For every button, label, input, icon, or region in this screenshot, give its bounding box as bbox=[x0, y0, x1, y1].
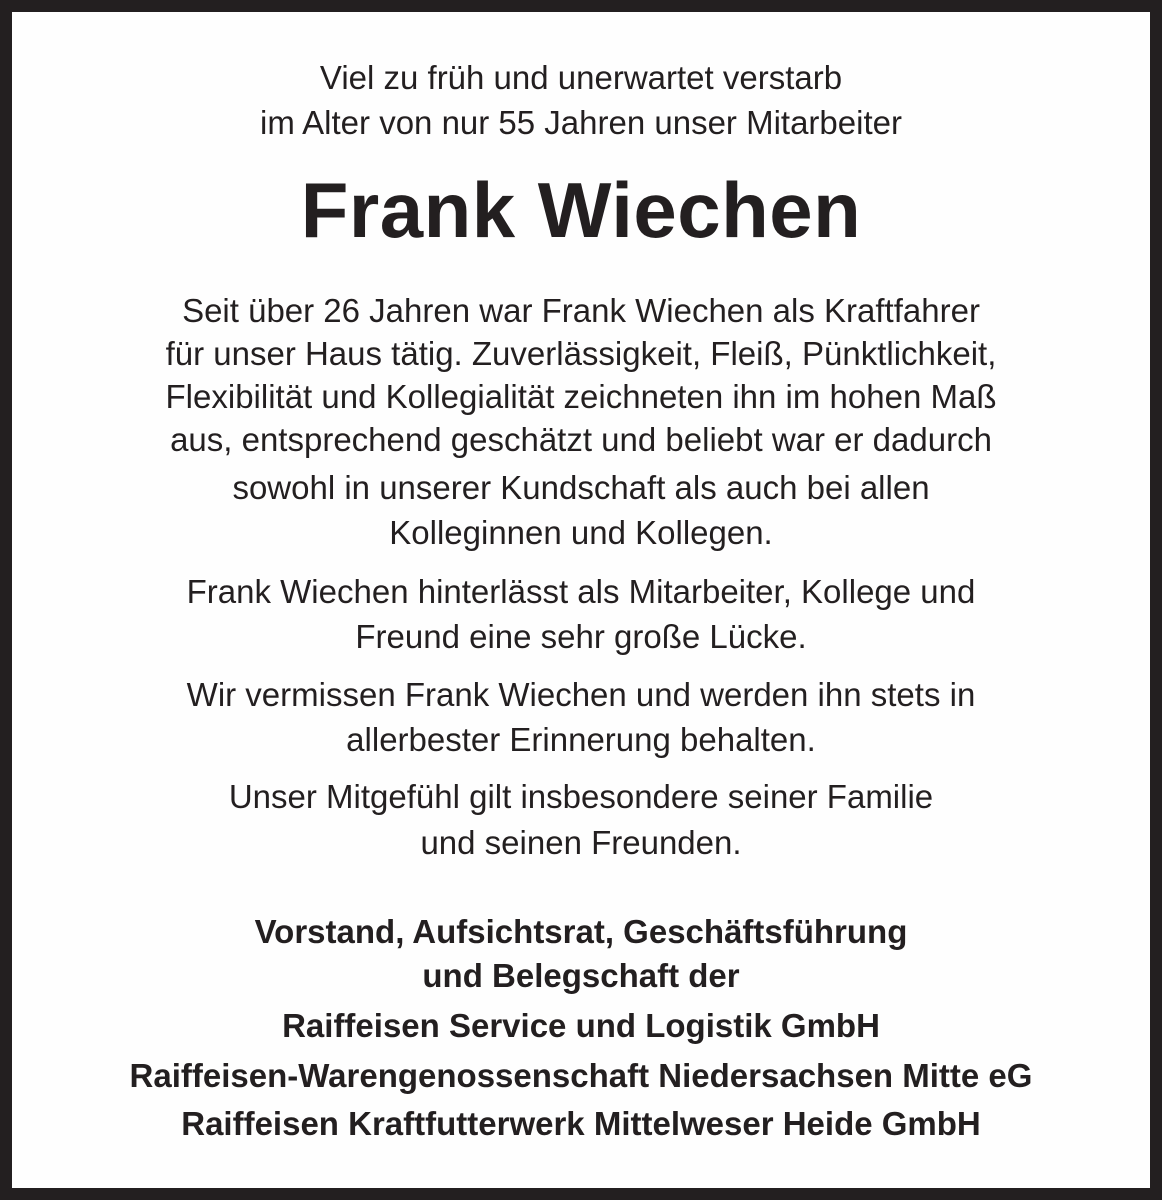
paragraph-2-line-2: Freund eine sehr große Lücke. bbox=[355, 618, 807, 655]
paragraph-1-line-2: für unser Haus tätig. Zuverlässigkeit, Fleiß, Pünktlichkeit, bbox=[165, 335, 997, 372]
signature-line-3: Raiffeisen Service und Logistik GmbH bbox=[282, 1007, 880, 1044]
signature-line-2: und Belegschaft der bbox=[422, 957, 740, 994]
deceased-name: Frank Wiechen bbox=[300, 166, 862, 254]
paragraph-1-line-4: aus, entsprechend geschätzt und beliebt war er dadurch bbox=[170, 421, 992, 458]
paragraph-1-line-1: Seit über 26 Jahren war Frank Wiechen als Kraftfahrer bbox=[182, 292, 980, 329]
paragraph-1-line-6: Kolleginnen und Kollegen. bbox=[389, 514, 773, 551]
intro-line-1: Viel zu früh und unerwartet verstarb bbox=[319, 59, 843, 96]
paragraph-1-line-5: sowohl in unserer Kundschaft als auch bei allen bbox=[232, 469, 930, 506]
intro-line-2: im Alter von nur 55 Jahren unser Mitarbeiter bbox=[260, 104, 902, 141]
paragraph-3-line-1: Wir vermissen Frank Wiechen und werden ihn stets in bbox=[186, 676, 976, 713]
paragraph-1-line-3: Flexibilität und Kollegialität zeichneten ihn im hohen Maß bbox=[165, 378, 997, 415]
signature-line-5: Raiffeisen Kraftfutterwerk Mittelweser Heide GmbH bbox=[181, 1105, 981, 1142]
paragraph-2-line-1: Frank Wiechen hinterlässt als Mitarbeiter, Kollege und bbox=[186, 573, 976, 610]
signature-line-4: Raiffeisen-Warengenossenschaft Niedersachsen Mitte eG bbox=[129, 1057, 1033, 1094]
paragraph-4-line-1: Unser Mitgefühl gilt insbesondere seiner Familie bbox=[228, 778, 934, 815]
paragraph-4-line-2: und seinen Freunden. bbox=[420, 824, 742, 861]
paragraph-3-line-2: allerbester Erinnerung behalten. bbox=[346, 721, 816, 758]
signature-line-1: Vorstand, Aufsichtsrat, Geschäftsführung bbox=[254, 913, 908, 950]
